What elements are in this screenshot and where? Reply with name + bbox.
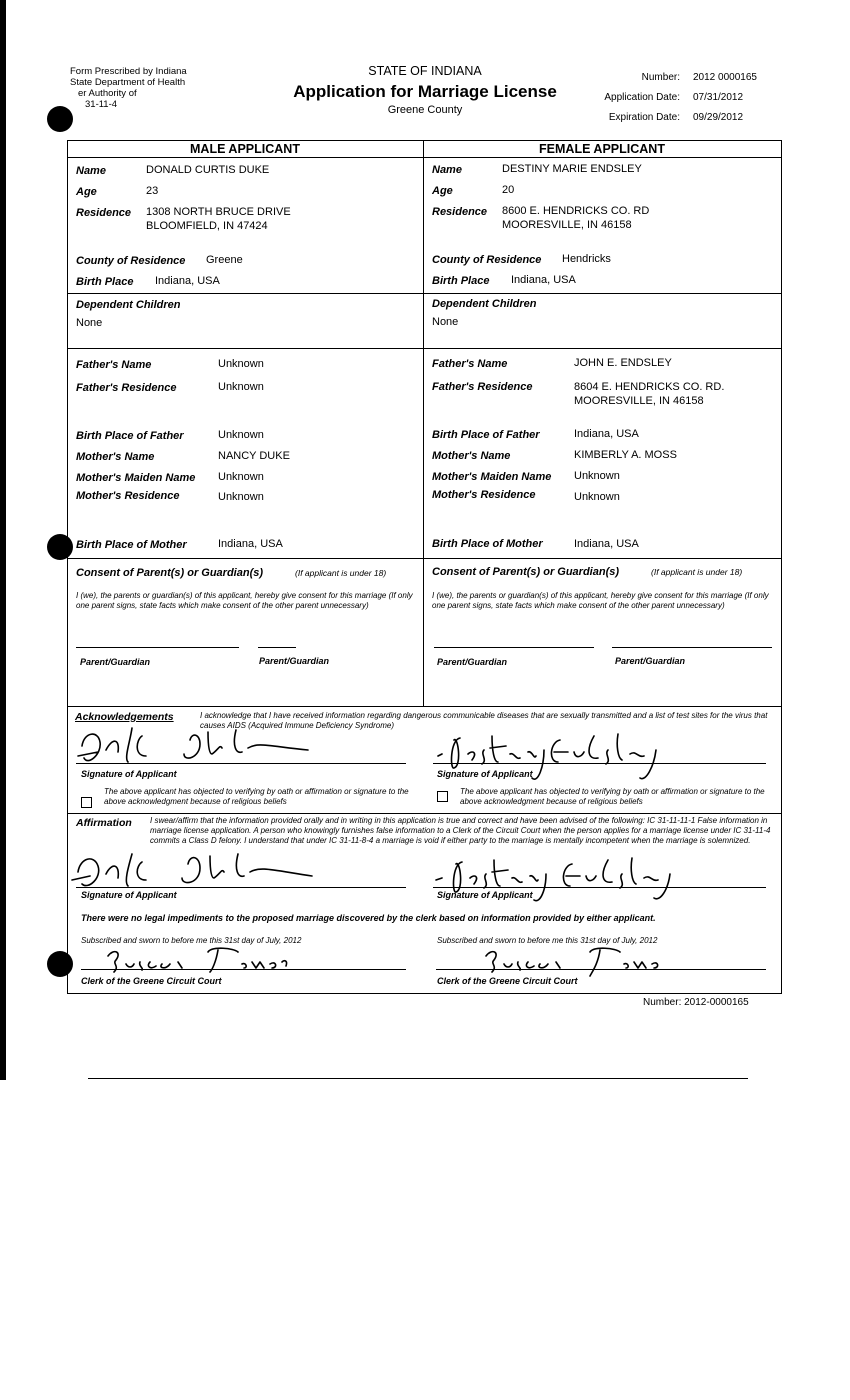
religious-objection-text: The above applicant has objected to verifying by oath or affirmation or signature to the above acknowledgment because of religious beliefs [460,787,765,806]
prescribed-line: 31-11-4 [85,99,118,110]
religious-objection-checkbox[interactable] [81,797,92,808]
label-birth-place-mother: Birth Place of Mother [76,539,187,551]
signature-line[interactable] [76,887,406,888]
label-mothers-name: Mother's Name [76,451,155,463]
number-label: Number: [641,72,680,83]
male-fathers-name: Unknown [218,358,264,370]
label-fathers-name: Father's Name [76,359,152,371]
label-mothers-maiden-name: Mother's Maiden Name [76,472,196,484]
male-residence-line1: 1308 NORTH BRUCE DRIVE [146,206,291,218]
female-residence-line2: MOORESVILLE, IN 46158 [502,219,632,231]
female-applicant-heading: FEMALE APPLICANT [539,142,665,156]
form-title: Application for Marriage License [293,82,557,101]
sworn-statement: Subscribed and sworn to before me this 31st day of July, 2012 [437,936,658,945]
consent-text: I (we), the parents or guardian(s) of this applicant, hereby give consent for this marriage (If only one parent signs, state facts which make consent of the other parent unnecessary) [432,591,769,610]
label-name: Name [76,165,106,177]
label-age: Age [76,186,97,198]
prescribed-line: Form Prescribed by Indiana [70,66,187,77]
male-age: 23 [146,185,159,197]
divider [67,348,781,349]
female-mothers-residence: Unknown [574,491,620,503]
signature-of-applicant-label: Signature of Applicant [437,769,533,779]
male-birth-place-mother: Indiana, USA [218,538,283,550]
female-age: 20 [502,184,515,196]
male-county: Greene [206,254,243,266]
label-residence: Residence [76,207,132,219]
clerk-signature [100,942,300,978]
acknowledgements-title: Acknowledgements [75,711,174,723]
label-mothers-maiden-name: Mother's Maiden Name [432,471,552,483]
female-fathers-residence-line1: 8604 E. HENDRICKS CO. RD. [574,381,725,393]
label-birth-place: Birth Place [432,275,490,287]
label-county-of-residence: County of Residence [76,255,186,267]
male-birth-place: Indiana, USA [155,275,220,287]
male-residence-line2: BLOOMFIELD, IN 47424 [146,220,268,232]
male-applicant-heading: MALE APPLICANT [190,142,300,156]
page-bottom-line [88,1078,748,1079]
male-dependent-children: None [76,317,103,329]
female-county: Hendricks [562,253,611,265]
no-impediments-statement: There were no legal impediments to the proposed marriage discovered by the clerk based on information provided by either applicant. [81,913,656,923]
signature-line[interactable] [81,969,406,970]
label-dependent-children: Dependent Children [76,299,181,311]
label-county-of-residence: County of Residence [432,254,542,266]
female-birth-place-father: Indiana, USA [574,428,639,440]
signature-line[interactable] [76,647,239,648]
religious-objection-text: The above applicant has objected to verifying by oath or affirmation or signature to the above acknowledgment because of religious beliefs [104,787,409,806]
religious-objection-checkbox[interactable] [437,791,448,802]
signature-line[interactable] [612,647,772,648]
female-mothers-maiden-name: Unknown [574,470,620,482]
clerk-label: Clerk of the Greene Circuit Court [81,976,222,986]
signature-line[interactable] [433,887,766,888]
parent-guardian-label: Parent/Guardian [437,657,508,667]
sworn-statement: Subscribed and sworn to before me this 31st day of July, 2012 [81,936,302,945]
state-heading: STATE OF INDIANA [368,64,482,78]
parent-guardian-label: Parent/Guardian [80,657,151,667]
signature-of-applicant-label: Signature of Applicant [81,769,177,779]
acknowledgements-text: I acknowledge that I have received information regarding dangerous communicable diseases that are sexually transmitted and a list of test sites for the virus that causes AIDS (Acquired Immune Deficiency Syndrome) [200,711,768,730]
label-birth-place-mother: Birth Place of Mother [432,538,543,550]
divider [67,706,781,707]
male-fathers-residence: Unknown [218,381,264,393]
header-meta-values [693,68,757,128]
affirmation-text: I swear/affirm that the information provided orally and in writing in this application is true and correct and have been advised of the following: IC 31-11-11-1 False information in marriage license application. A person who knowingly furnishes false information to a Clerk of the Circuit Court when the person applies for a marriage license under IC 31-11-4 commits a Class D felony. I understand that under IC 31-11-8-4 a marriage is void if either party to the marriage is mentally incompetent when the marriage is solemnized. [150,816,771,845]
header-meta-labels [590,68,680,128]
signature-line[interactable] [434,647,594,648]
label-name: Name [432,164,462,176]
form-prescribed-block [70,66,187,110]
application-date-label: Application Date: [604,92,680,103]
female-dependent-children: None [432,316,459,328]
expiration-date: 09/29/2012 [693,112,744,123]
signature-line[interactable] [258,647,296,648]
prescribed-line: State Department of Health [70,77,186,88]
female-birth-place: Indiana, USA [511,274,576,286]
signature-line[interactable] [76,763,406,764]
female-fathers-residence-line2: MOORESVILLE, IN 46158 [574,395,704,407]
license-number: 2012 0000165 [693,72,757,83]
consent-note: (If applicant is under 18) [651,567,743,577]
clerk-label: Clerk of the Greene Circuit Court [437,976,578,986]
signature-line[interactable] [436,969,766,970]
male-mothers-maiden-name: Unknown [218,471,264,483]
label-fathers-name: Father's Name [432,358,508,370]
label-age: Age [432,185,453,197]
male-applicant-signature [72,722,322,772]
male-birth-place-father: Unknown [218,429,264,441]
label-dependent-children: Dependent Children [432,298,537,310]
parent-guardian-label: Parent/Guardian [615,656,686,666]
parent-guardian-label: Parent/Guardian [259,656,330,666]
divider [67,813,781,814]
label-mothers-residence: Mother's Residence [76,490,180,502]
label-mothers-name: Mother's Name [432,450,511,462]
divider [67,293,781,294]
male-name: DONALD CURTIS DUKE [146,164,270,176]
female-fathers-name: JOHN E. ENDSLEY [574,357,672,369]
signature-of-applicant-label: Signature of Applicant [437,890,533,900]
column-divider [423,140,424,706]
label-mothers-residence: Mother's Residence [432,489,536,501]
application-date: 07/31/2012 [693,92,744,103]
expiration-date-label: Expiration Date: [608,112,680,123]
divider [67,157,781,158]
scan-edge [0,0,6,1080]
label-birth-place: Birth Place [76,276,134,288]
divider [67,558,781,559]
male-applicant-signature [68,846,328,896]
label-birth-place-father: Birth Place of Father [76,430,184,442]
female-residence-line1: 8600 E. HENDRICKS CO. RD [502,205,650,217]
male-mothers-name: NANCY DUKE [218,450,290,462]
female-birth-place-mother: Indiana, USA [574,538,639,550]
male-mothers-residence: Unknown [218,491,264,503]
form-title-block [280,64,570,116]
signature-line[interactable] [433,763,766,764]
label-fathers-residence: Father's Residence [76,382,177,394]
consent-title: Consent of Parent(s) or Guardian(s) [432,566,620,578]
consent-note: (If applicant is under 18) [295,568,387,578]
female-mothers-name: KIMBERLY A. MOSS [574,449,677,461]
county-subtitle: Greene County [387,104,463,116]
label-birth-place-father: Birth Place of Father [432,429,540,441]
footer-number: Number: 2012-0000165 [643,997,749,1008]
consent-title: Consent of Parent(s) or Guardian(s) [76,567,264,579]
prescribed-line: er Authority of [78,88,137,99]
signature-of-applicant-label: Signature of Applicant [81,890,177,900]
label-residence: Residence [432,206,488,218]
affirmation-title: Affirmation [76,817,132,829]
label-fathers-residence: Father's Residence [432,381,533,393]
consent-text: I (we), the parents or guardian(s) of this applicant, hereby give consent for this marriage (If only one parent signs, state facts which make consent of the other parent unnecessary) [76,591,413,610]
female-name: DESTINY MARIE ENDSLEY [502,163,642,175]
